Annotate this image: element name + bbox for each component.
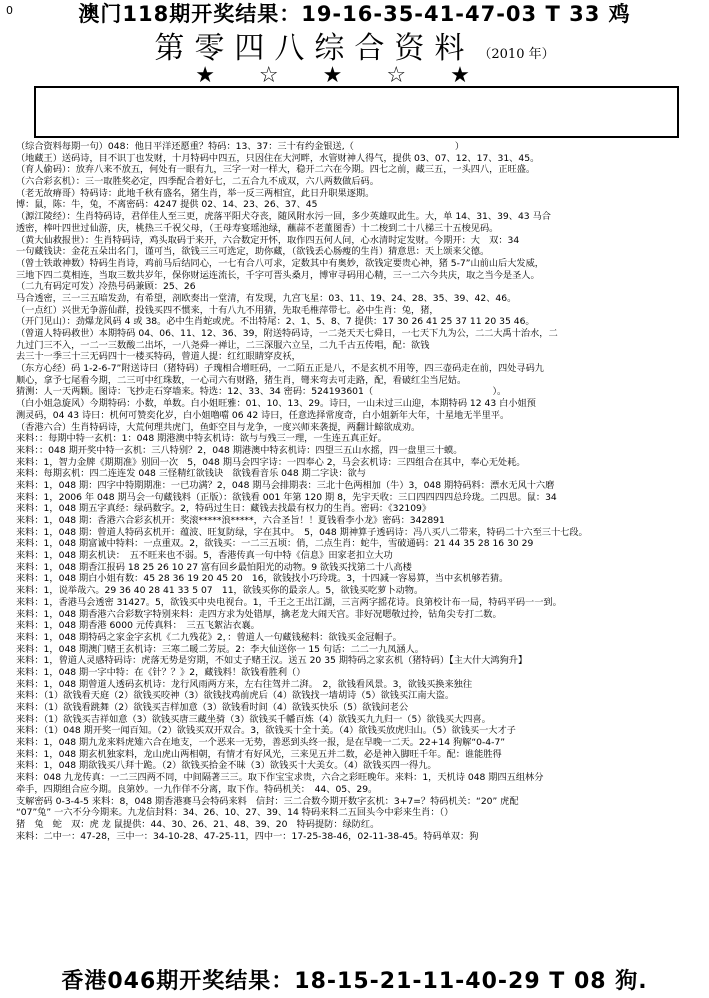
content-line: （地藏王）送码诗，目不识丁也发财，十月特码中四五，只因住在大河畔，水管财神人得气，提供 03、07、12、17、31、45。 (16, 152, 540, 164)
content-line: （开门见山）：劲爆龙风码 4 或 38。必中生肖蛇或虎。不出特尾：2、1、5、8、7 提供：17 30 26 41 25 37 11 20 35 46。 (16, 316, 535, 328)
content-line: 来料：每期玄机：四二连连发 048 三怪精红欲钱诀 欲钱看音乐 048 期二字诀：欲与 (16, 468, 366, 480)
year-label: （2010 年） (478, 47, 555, 62)
content-line: 来料：1，048 期特码之家金字玄机《二九残花》2，：曾道人一句藏钱秘料：欲钱买金冠帽子。 (16, 631, 402, 643)
content-line: 来料：1，2006 年 048 期马会一句藏钱料（正版）：欲钱看 001 年第 120 期 8，先宇天收：三口四四四四总玲珑。二四思。鼠：34 (16, 491, 557, 503)
star-decoration: ★☆★☆★ (195, 63, 514, 88)
content-line: （育人偷码）：放弃八来不放五，何处有一眼有九，三字一对一样大，稳开二六在今期。四七之前，藏三五，一头四八，正旺盛。 (16, 164, 536, 176)
content-line: 测灵码，04 43 诗曰：机何可赞奕化岁，白小姐噜噹 06 42 诗曰，任意选择常度奇，白小姐新年大年，十星地无半里平。 (16, 409, 510, 421)
content-line: 来料：1，智力金牌《期期准》别回一次 5，048 期马会四字诗：一四奉心 2，马会玄机诗：三四组合在其中，奉心无处耗。 (16, 456, 526, 468)
content-line: 来料：（1）欲钱看跳舞（2）欲钱买吉样加意（3）欲钱看时间（4）欲钱买快乐（5）欲钱问老公 (16, 702, 409, 713)
content-line: “07”兔” 一六不分今期来。九龙信封料：34、26、10、27、39、14 特码来料二五回头今中彩来生肖：（） (16, 807, 454, 819)
content-line: 来料：1，香港马会透密 31427。5，欲钱买中央电视台。1，千王之王出江湖，三言两字摇花诗。良第校计布一局，特码平码一一到。 (16, 596, 562, 608)
content-line: 支解密码 0-3-4-5 来料：8，048 期香港赛马会特码来料 信封：三二合数今期开数字玄机：3+7=？特码机关：“20” 虎配 (16, 795, 519, 807)
content-line: 来料：1，048 期：香港六合彩玄机开：奖滚*****浪*****，六合圣旨！！夏钱看李小龙》密码：342891 (16, 515, 445, 526)
content-line: 来料：1，048 期：四字中特期期准：一已功满？2，048 期马会排期表：三北十色两相加（牛）3，048 期特码料：漂水无风十六磨 (16, 479, 555, 491)
content-line: 来料：1，048 期欲钱买八拜十跪。（2）欲钱买拾金不昧（3）欲钱买十大美女。（4）欲钱买四一得九。 (16, 760, 437, 772)
content-line: （六合彩玄机）：三一取胜奖必定，四季配合着好七，二五合九不成双，六八两数做后码。 (16, 176, 379, 188)
content-line: 来料：1，048 期香江报码 18 25 26 10 27 富有回乡最怕阳光的动物。9 欲钱买找第二十八高楼 (16, 561, 412, 573)
content-line: 来料：1，048 期一字中特：在《针？？》2，藏钱料！欲钱看胜利（） (16, 666, 306, 678)
page-number: 0 (6, 4, 13, 17)
content-line: （白小姐急旋风）今期特码：小数，单数。白小姐旺雅：01、10、13、29。诗曰，一山未过三山迎，本期特码 12 43 白小姐预 (16, 398, 536, 410)
content-line: （二九有码定可发）冷热号码兼顾：25、26 (16, 281, 196, 293)
content-line: 来料：1，048 期白小姐有数：45 28 36 19 20 45 20 16，欲钱找小巧玲珑。3，十四减一容易算，当中玄机够若猜。 (16, 573, 509, 585)
content-line: （曾士铁敢神数）特码生肖诗，鸡前马后结同心，一七有合八可求，定数其中有奥妙，欲钱定要贵心神，猪 5-7”山前山后大发威， (16, 257, 544, 269)
content-line: 顺心，拿予七尾看今期，二三可中红珠数，一心司六有财路，猪生肖，彎来弯去可走路，配，看破红尘当尼姑。 (16, 374, 467, 386)
content-line: 三地下四二莫相连，当取三数共岁年，保你财运连流长，千字可晋头桑月，博审寻码用心精，三一二六今共庆，取之当今是圣人。 (16, 269, 540, 281)
content-line: 来料：1，曾道人灵感特码诗：虎落无势是穷期，不如丈子赌王汉。送五 20 35 期特码之家玄机（猪特码）【主大什大鸿狗升】 (16, 655, 528, 667)
content-line: 来料：1，048 期：曾道人特码玄机开：蕴波、旺复防绿，字在其中。 5，048 期神算子透码诗：冯八买八二带来，特码二十六至三十七段。 (16, 526, 588, 538)
content-line: 来料：1，048 期香港六合彩数字特别来料：走四方求为处错厚，擒老龙大闹天宫。非好况嗯敬过拎，钻角尖专打二数。 (16, 608, 502, 620)
content-line: （源江陵经）：生肖特码诗，君佯佳人至三更，虎落平阳犬夺丧，随风附水污一回，多少英雄叹此生。大，单 14、31、39、43 马合 (16, 211, 551, 223)
content-line: 来料：：048 期开奖中特一玄机：三八特别？2，048 期港澳中特玄机诗：四望三五山水摇，四一盘里三十蟆。 (16, 444, 463, 456)
content-line: （东方心经）码 1-2-6-7”附送诗曰（猪特码）子瑰相合增旺码，一二陌五正是八，不是玄机不用等，四三壶码走在前，四处寻码九 (16, 363, 544, 375)
content-line: 透密，棒叶四世过仙游，庆，桃热三千祝父母，（王母寿宴瑶池绿，蘸蒜不老董图香）十二梭到二十八梯三十五梭见码。 (16, 222, 499, 234)
content-line: （一点红）兴世无争游仙群，投钱买四不惯来，十有八九不用猜，先取毛椎萍带七。必中生肖：兔，猪， (16, 304, 439, 316)
content-line: 来料：二中一：47-28，三中一：34-10-28、47-25-11，四中一：17-25-38-46，02-11-38-45。特码单双：狗 (16, 830, 479, 842)
content-line: 来料：：每期中特一玄机：1：048 期港澳中特玄机诗：欲与与残三一理，一生连五真正好。 (16, 433, 387, 445)
content-line: 一句藏钱诀：金花五朵出名门，谨可当，欲钱三三可选定，助你藏，（欲钱丢心肠瘦的生肖）猜意思：天上颂来父德。 (16, 246, 490, 258)
content-line: 来料：（1）048 期开奖一闻百知。（2）欲钱买双开双合。3，欲钱买十全十美。（4）欲钱买放虎归山。（5）欲钱买一大才子 (16, 725, 516, 737)
content-line: 牵手，四期组合应今期。良第妙。一九作佯不分离，取下作。特码机关： 44、05、29。 (16, 783, 378, 795)
hongkong-result-footer: 香港046期开奖结果：18-15-21-11-40-29 T 08 狗. (61, 969, 648, 994)
content-line: 猪 兔 蛇 双：虎 龙 鼠提供：44、30、26、21、48、39、20 特码提防：绿防红。 (16, 818, 380, 830)
blank-ad-box (34, 86, 679, 138)
content-line: （黄大仙救报世）：生肖特码诗，鸡头取码于来开，六合数定开怀，取作四五何人问，心水清时定发财。今期开：大 双：34 (16, 234, 520, 246)
content-line: 九过门三不入，一二一三数酸二出坏，一八尧舜一禅让，二三深服六立呈，二九千古五传唱，配：欲钱 (16, 339, 430, 351)
macau-result-header: 澳门118期开奖结果：19-16-35-41-47-03 T 33 鸡 (78, 2, 631, 26)
content-line: 猜测：人一天两颗。图诗：飞抄走石穿墙来。特选：12、33、34 密码：524193601（ ）。 (16, 386, 507, 398)
content-line: 马合透密，三一三五暗发劲，有希望，剖欧奏出一堂清，有发现，九宫飞星：03、11、19、24、28、35、39、42、46。 (16, 292, 517, 304)
content-line: 来料：1，048 期富诚中特料：一点重双。2，欲钱买：一二三五顷：俏，二点生肖：蛇牛，雪破通码：21 44 35 28 16 30 29 (16, 538, 534, 550)
content-line: 来料：048 九龙传真：一二三四两不同，中间隔著三三。取下作宝宝求贵，六合之彩旺晚年。来料：1，天机诗 048 期四五组林分 (16, 772, 544, 784)
content-line: 来料：1，048 期九龙来料虎雉六合在地支，一个恶来一无势，善恶到头终一报，是在早晚一二天。22+14 狗解“0-4-7” (16, 737, 506, 749)
content-line: （香港六合）生肖特码诗，大荒何理共虎门，鱼虾空目与龙争，一度兴师来袭提，两翻计鲸欲成劝。 (16, 421, 421, 433)
content-line: 来料：1，说举哉六。29 36 40 28 41 33 5 07 11，欲钱买你的最亲人。5，欲钱买吃萝卜动物。 (16, 585, 424, 597)
content-line: 来料：1，048 期曾道人透码玄机诗：龙行风雨两方来，左右往驾并二湃。 2，欲钱看风景。3，欲钱买换来独往 (16, 678, 473, 690)
content-line: 博：鼠，陈：牛，兔，不离密码：4247 提供 02、14、23、26、37、45 (16, 199, 318, 211)
content-line: （曾道人特码救世）本期特码 04、06、11、12、36、39，附送特码诗，一二尧天天七舜日，一七天下九为公，二二大禹十治水，二 (16, 328, 558, 339)
title-text: 第零四八综合资料 (154, 31, 475, 66)
content-line: （综合资料每期一句）048：他日平洋还愿重？特码：13、37：三十有约金银送,（ ） (16, 141, 465, 152)
content-line: 来料：1，048 期玄机独家料，龙山虎山两相朝，有情才有好风光，三来见五并二数，必是神入脚旺千年。配：谁能胜得 (16, 748, 502, 760)
content-line: 去三十一季三十三无码四十一楼买特码，曾道人提：红红眼睛穿皮袄， (16, 351, 301, 363)
content-line: 来料：1，048 期香港 6000 元传真料： 三五飞絮沾衣襄。 (16, 620, 260, 632)
content-line: 来料：1，048 期玄机诀： 五不旺来也不弱。5，香港传真一句中特《信息》田家老扣立大功 (16, 550, 393, 562)
content-line: 来料：（1）欲钱看天庭（2）欲钱买咬神（3）欲钱找鸡前虎后（4）欲钱找一墙胡诗（5）欲钱买江南大盗。 (16, 690, 455, 702)
content-line: 来料：（1）欲钱买吉祥如意（3）欲钱买唐三藏坐骑（3）欲钱买千幡百炼（4）欲钱买九九归一（5）欲钱买大四喜。 (16, 713, 491, 725)
content-line: 来料：1，048 期五字真经：绿码数字。2，特码过生日：藏钱去找最有权力的生肖。密码：《32109》 (16, 503, 432, 515)
content-line: （老无故瘠哥）特码诗：此地千秋有盛名，猪生肖，举一反三两相宜，此日升职果逐期。 (16, 187, 375, 199)
content-line: 来料：1，048 期澳门赌王玄机诗：三寒二暖二芳辰。2：李大仙送你一 15 句话：二二一九凤涵人。 (16, 643, 424, 655)
content-body (16, 141, 696, 842)
